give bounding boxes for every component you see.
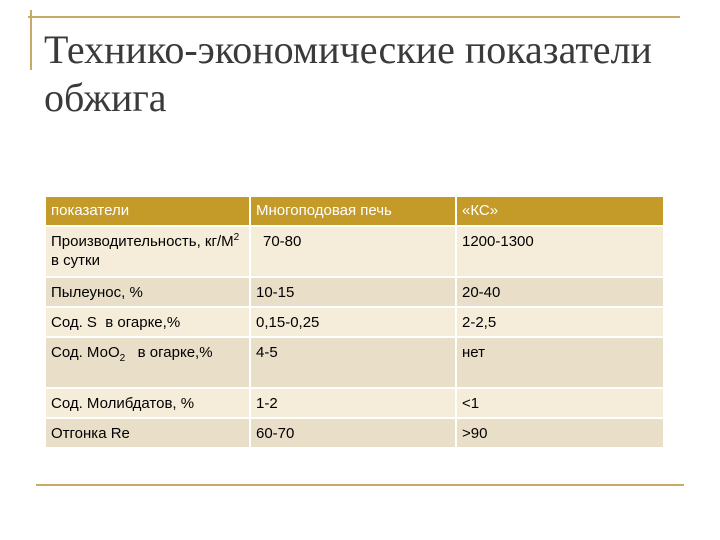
table-row [46,226,663,277]
top-divider [28,16,680,18]
row-value-multipodal: 4-5 [250,337,456,388]
row-label: Пылеунос, % [46,277,250,307]
table-row [46,418,663,447]
row-label-tail: в огарке,% [125,344,213,361]
header-multipodal-furnace: Многоподовая печь [250,197,456,226]
left-divider [30,10,32,70]
row-label: Сод. S в огарке,% [46,307,250,337]
row-value-ks: 2-2,5 [456,307,663,337]
indicators-table [46,197,663,447]
table-row [46,388,663,418]
row-label-superscript: 2 [233,232,240,243]
row-label-text: Сод. МоО [51,344,120,361]
table-row [46,337,663,388]
row-value-ks: нет [456,337,663,388]
bottom-divider [36,484,684,486]
row-value-multipodal: 10-15 [250,277,456,307]
row-label-tail: в сутки [51,252,100,269]
row-value-multipodal: 70-80 [250,226,456,277]
row-label [46,337,250,388]
row-label [46,226,250,277]
row-value-multipodal: 0,15-0,25 [250,307,456,337]
table-row [46,277,663,307]
row-value-ks: 1200-1300 [456,226,663,277]
row-label: Сод. Молибдатов, % [46,388,250,418]
header-ks: «КС» [456,197,663,226]
row-label-text: Производительность, кг/М [51,233,234,250]
row-value-ks: 20-40 [456,277,663,307]
table-header-row [46,197,663,226]
row-value-multipodal: 1-2 [250,388,456,418]
slide-title: Технико-экономические показатели обжига [44,27,652,120]
row-value-ks: >90 [456,418,663,447]
row-value-ks: <1 [456,388,663,418]
row-value-multipodal: 60-70 [250,418,456,447]
row-label-subscript: 2 [119,353,126,364]
header-indicators: показатели [46,197,250,226]
table-row [46,307,663,337]
row-label: Отгонка Re [46,418,250,447]
